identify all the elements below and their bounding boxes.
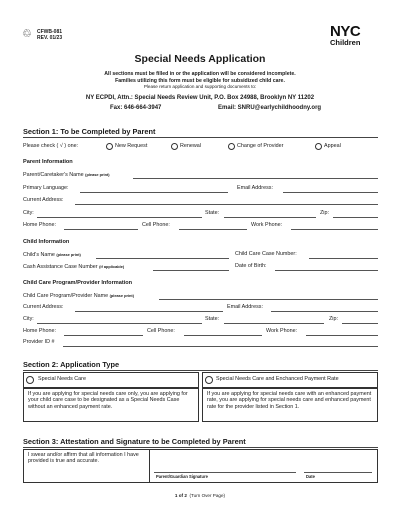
provider-state-label: State: <box>205 316 220 322</box>
parent-work-phone-field[interactable] <box>291 229 378 230</box>
parent-cell-phone-label: Cell Phone: <box>142 222 170 228</box>
child-care-case-number-field[interactable] <box>309 258 378 259</box>
child-name-field[interactable] <box>96 258 229 259</box>
intro-line-3: Please return application and supporting documents to: <box>143 84 257 90</box>
cash-assistance-field[interactable] <box>153 270 229 271</box>
provider-home-phone-field[interactable] <box>64 335 143 336</box>
new-request-label: New Request <box>115 143 148 149</box>
provider-address-label: Current Address: <box>23 304 64 310</box>
primary-language-label: Primary Language: <box>23 185 69 191</box>
signature-date-field[interactable] <box>304 472 372 473</box>
turn-over-note: (Turn Over Page) <box>189 493 226 498</box>
provider-cell-phone-field[interactable] <box>184 335 262 336</box>
parent-work-phone-label: Work Phone: <box>251 222 283 228</box>
provider-info-heading: Child Care Program/Provider Information <box>23 280 133 286</box>
parent-zip-label: Zip: <box>320 210 329 216</box>
date-of-birth-label: Date of Birth: <box>235 263 267 269</box>
cash-assistance-label <box>23 263 124 271</box>
provider-name-label-text: Child Care Program/Provider Name <box>23 293 109 299</box>
child-name-label <box>23 251 81 259</box>
date-of-birth-field[interactable] <box>275 270 378 271</box>
provider-home-phone-label: Home Phone: <box>23 328 56 334</box>
mailing-address: NY ECPDI, Attn.: Special Needs Review Unit, P.O. Box 24988, Brooklyn NY 11202 <box>85 95 315 101</box>
intro-line-1: All sections must be filled in or the application will be considered incomplete. <box>104 71 296 77</box>
logo-nyc: NYC <box>330 23 361 40</box>
provider-name-field[interactable] <box>159 299 378 300</box>
intro-text <box>0 71 400 91</box>
parent-state-field[interactable] <box>224 217 316 218</box>
check-prompt: Please check ( √ ) one: <box>23 143 79 149</box>
parent-city-field[interactable] <box>37 217 202 218</box>
intro-line-2: Families utilizing this form must be eligible for subsidized child care. <box>115 77 285 84</box>
provider-work-phone-field[interactable] <box>306 335 378 336</box>
form-revision: REV. 01/23 <box>37 35 63 41</box>
appeal-label: Appeal <box>324 143 341 149</box>
option-a-description: If you are applying for special needs care only, you are applying for your child care case to be designated as a Special Needs Case without an enhanced payment rate. <box>28 391 188 410</box>
date-label: Date <box>306 474 315 479</box>
primary-language-field[interactable] <box>80 192 228 193</box>
parent-home-phone-field[interactable] <box>64 229 138 230</box>
parent-home-phone-label: Home Phone: <box>23 222 56 228</box>
logo-children: Children <box>330 38 361 47</box>
parent-name-field[interactable] <box>133 178 378 179</box>
child-care-case-number-label: Child Care Case Number: <box>235 251 297 257</box>
parent-address-label: Current Address: <box>23 197 64 203</box>
special-needs-enhanced-label: Special Needs Care and Enchanced Payment Rate <box>216 376 339 382</box>
provider-name-label <box>23 292 134 300</box>
provider-city-field[interactable] <box>37 323 202 324</box>
parent-signature-field[interactable] <box>154 472 296 473</box>
new-request-radio[interactable] <box>106 143 113 150</box>
option-b-description: If you are applying for special needs care with an enhanced payment rate, you are applying for special needs care and enhanced payment rate for the provider listed in Section 1. <box>207 391 372 410</box>
page-footer <box>0 493 400 498</box>
provider-email-label: Email Address: <box>227 304 263 310</box>
section-2-heading: Section 2: Application Type <box>23 360 378 371</box>
child-info-heading: Child Information <box>23 239 70 245</box>
provider-cell-phone-label: Cell Phone: <box>147 328 175 334</box>
renewal-radio[interactable] <box>171 143 178 150</box>
parent-zip-field[interactable] <box>333 217 378 218</box>
page-title: Special Needs Application <box>134 53 266 65</box>
cash-assistance-note: (if applicable) <box>99 264 125 269</box>
provider-state-field[interactable] <box>224 323 324 324</box>
parent-cell-phone-field[interactable] <box>179 229 247 230</box>
parent-info-heading: Parent Information <box>23 159 73 165</box>
appeal-radio[interactable] <box>315 143 322 150</box>
provider-city-label: City: <box>23 316 34 322</box>
nyc-children-logo <box>330 24 378 50</box>
recycle-icon: ♲ <box>22 28 32 40</box>
form-code-block <box>37 29 62 41</box>
parent-name-note: (please print) <box>85 172 110 177</box>
attestation-text: I swear and/or affirm that all information I have provided is true and accurate. <box>28 452 139 465</box>
parent-address-field[interactable] <box>75 204 378 205</box>
fax-number: Fax: 646-664-3947 <box>110 105 162 111</box>
page-number: 1 of 2 <box>174 493 187 498</box>
parent-name-label <box>23 171 110 179</box>
child-name-label-text: Child's Name <box>23 252 55 258</box>
section-1-heading: Section 1: To be Completed by Parent <box>23 127 378 138</box>
section-3-heading: Section 3: Attestation and Signature to be Completed by Parent <box>23 437 378 448</box>
signature-label: Parent/Guardian Signature <box>156 474 208 479</box>
renewal-label: Renewal <box>180 143 201 149</box>
parent-email-field[interactable] <box>283 192 378 193</box>
parent-name-label-text: Parent/Caretaker's Name <box>23 172 84 178</box>
change-of-provider-radio[interactable] <box>228 143 235 150</box>
provider-name-note: (please print) <box>109 293 135 298</box>
provider-id-field[interactable] <box>63 346 378 347</box>
provider-id-label: Provider ID # <box>23 339 55 345</box>
change-of-provider-label: Change of Provider <box>237 143 284 149</box>
cash-assistance-label-text: Cash Assistance Case Number <box>23 264 98 270</box>
special-needs-care-label: Special Needs Care <box>38 376 86 382</box>
special-needs-enhanced-radio[interactable] <box>205 376 213 384</box>
provider-work-phone-label: Work Phone: <box>266 328 298 334</box>
parent-city-label: City: <box>23 210 34 216</box>
parent-email-label: Email Address: <box>237 185 273 191</box>
form-code: CFWB-081 <box>37 29 63 35</box>
provider-email-field[interactable] <box>271 311 378 312</box>
provider-zip-field[interactable] <box>342 323 378 324</box>
provider-address-field[interactable] <box>75 311 223 312</box>
child-name-note: (please print) <box>56 252 81 257</box>
parent-state-label: State: <box>205 210 220 216</box>
provider-zip-label: Zip: <box>329 316 338 322</box>
contact-email: Email: SNRU@earlychildhoodny.org <box>218 105 322 111</box>
special-needs-care-radio[interactable] <box>26 376 34 384</box>
